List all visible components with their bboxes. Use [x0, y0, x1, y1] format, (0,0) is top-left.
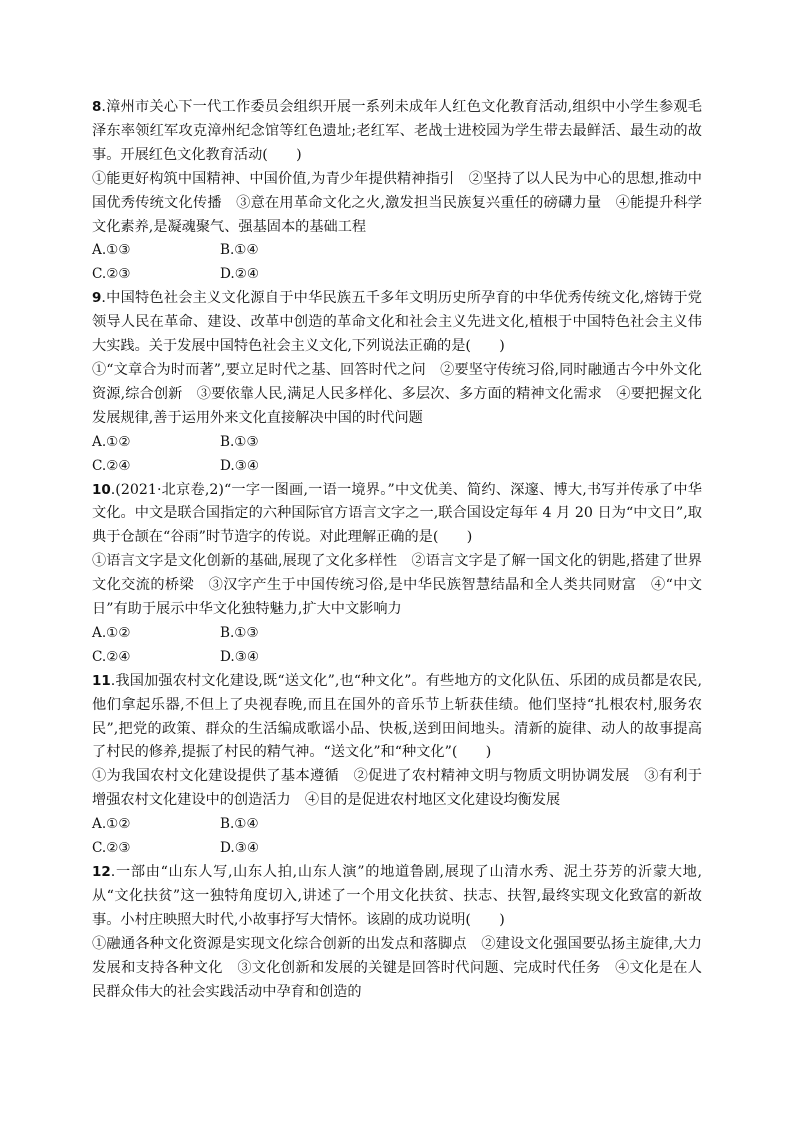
question-stem: [92, 670, 702, 766]
choice-d: D.③④: [220, 648, 260, 665]
question-text: .漳州市关心下一代工作委员会组织开展一系列未成年人红色文化教育活动,组织中小学生参观毛泽东率领红军攻克漳州纪念馆等红色遗址;老红军、老战士进校园为学生带去最鲜活、最生动的故事。开展红色文化教育活动( ): [92, 99, 702, 163]
question-stem: [92, 479, 702, 551]
choice-a: A.①②: [92, 816, 131, 833]
question-number: 11: [92, 672, 111, 689]
answer-choices: [92, 431, 702, 479]
statement-options: ①为我国农村文化建设提供了基本遵循 ②促进了农村精神文明与物质文明协调发展 ③有利于增强农村文化建设中的创造活力 ④目的是促进农村地区文化建设均衡发展: [92, 768, 702, 809]
question-11: [92, 670, 702, 861]
question-text: .(2021·北京卷,2)“一字一图画,一语一境界。”中文优美、简约、深邃、博大,书写并传承了中华文化。中文是联合国指定的六种国际官方语言文字之一,联合国设定每年 4 月 20 日为“中文日”,取典于仓颉在“谷雨”时节造字的传说。对此理解正确的是( ): [92, 481, 702, 546]
choice-c: C.②④: [92, 648, 131, 665]
choice-a: A.①②: [92, 624, 131, 641]
answer-choices: [92, 813, 702, 861]
question-text: .我国加强农村文化建设,既“送文化”,也“种文化”。有些地方的文化队伍、乐团的成员都是农民,他们拿起乐器,不但上了央视春晚,而且在国外的音乐节上斩获佳绩。他们坚持“扎根农村,服务农民”,把党的政策、群众的生活编成歌谣小品、快板,送到田间地头。清新的旋律、动人的故事提高了村民的修养,提振了村民的精气神。“送文化”和“种文化”( ): [92, 672, 702, 761]
question-number: 8: [92, 99, 102, 115]
question-stem: [92, 96, 702, 168]
answer-choices: [92, 622, 702, 670]
question-number: 10: [92, 481, 111, 498]
statement-options: ①“文章合为时而著”,要立足时代之基、回答时代之问 ②要坚守传统习俗,同时融通古今中外文化资源,综合创新 ③要依靠人民,满足人民多样化、多层次、多方面的精神文化需求 ④要把握文化发展规律,善于运用外来文化直接解决中国的时代问题: [92, 361, 702, 426]
choice-b: B.①④: [220, 816, 259, 833]
choice-c: C.②③: [92, 266, 131, 283]
choice-d: D.②④: [220, 266, 260, 283]
question-10: [92, 479, 702, 670]
question-8: [92, 96, 702, 287]
statement-options: ①融通各种文化资源是实现文化综合创新的出发点和落脚点 ②建设文化强国要弘扬主旋律,大力发展和支持各种文化 ③文化创新和发展的关键是回答时代问题、完成时代任务 ④文化是在人民群众伟大的社会实践活动中孕育和创造的: [92, 935, 702, 1000]
choice-d: D.③④: [220, 840, 260, 857]
question-stem: [92, 287, 702, 359]
question-stem: [92, 861, 702, 933]
exam-page: [92, 96, 702, 1004]
choice-a: A.①②: [92, 433, 131, 450]
choice-a: A.①③: [92, 242, 131, 259]
statement-options: ①能更好构筑中国精神、中国价值,为青少年提供精神指引 ②坚持了以人民为中心的思想,推动中国优秀传统文化传播 ③意在用革命文化之火,激发担当民族复兴重任的磅礴力量 ④能提升科学文化素养,是凝魂聚气、强基固本的基础工程: [92, 170, 702, 235]
choice-b: B.①③: [220, 433, 259, 450]
question-9: [92, 287, 702, 478]
choice-c: C.②③: [92, 840, 131, 857]
statement-options: ①语言文字是文化创新的基础,展现了文化多样性 ②语言文字是了解一国文化的钥匙,搭建了世界文化交流的桥梁 ③汉字产生于中国传统习俗,是中华民族智慧结晶和全人类共同财富 ④“中文日”有助于展示中华文化独特魅力,扩大中文影响力: [92, 553, 702, 618]
question-number: 12: [92, 864, 111, 880]
question-text: .一部由“山东人写,山东人拍,山东人演”的地道鲁剧,展现了山清水秀、泥土芬芳的沂蒙大地,从“文化扶贫”这一独特角度切入,讲述了一个用文化扶贫、扶志、扶智,最终实现文化致富的新故事。小村庄映照大时代,小故事抒写大情怀。该剧的成功说明( ): [92, 864, 702, 928]
choice-d: D.③④: [220, 457, 260, 474]
question-number: 9: [92, 290, 102, 307]
answer-choices: [92, 239, 702, 287]
question-text: .中国特色社会主义文化源自于中华民族五千多年文明历史所孕育的中华优秀传统文化,熔铸于党领导人民在革命、建设、改革中创造的革命文化和社会主义先进文化,植根于中国特色社会主义伟大实践。关于发展中国特色社会主义文化,下列说法正确的是( ): [92, 290, 702, 355]
question-12: [92, 861, 702, 1004]
choice-b: B.①③: [220, 624, 259, 641]
choice-b: B.①④: [220, 242, 259, 259]
choice-c: C.②④: [92, 457, 131, 474]
